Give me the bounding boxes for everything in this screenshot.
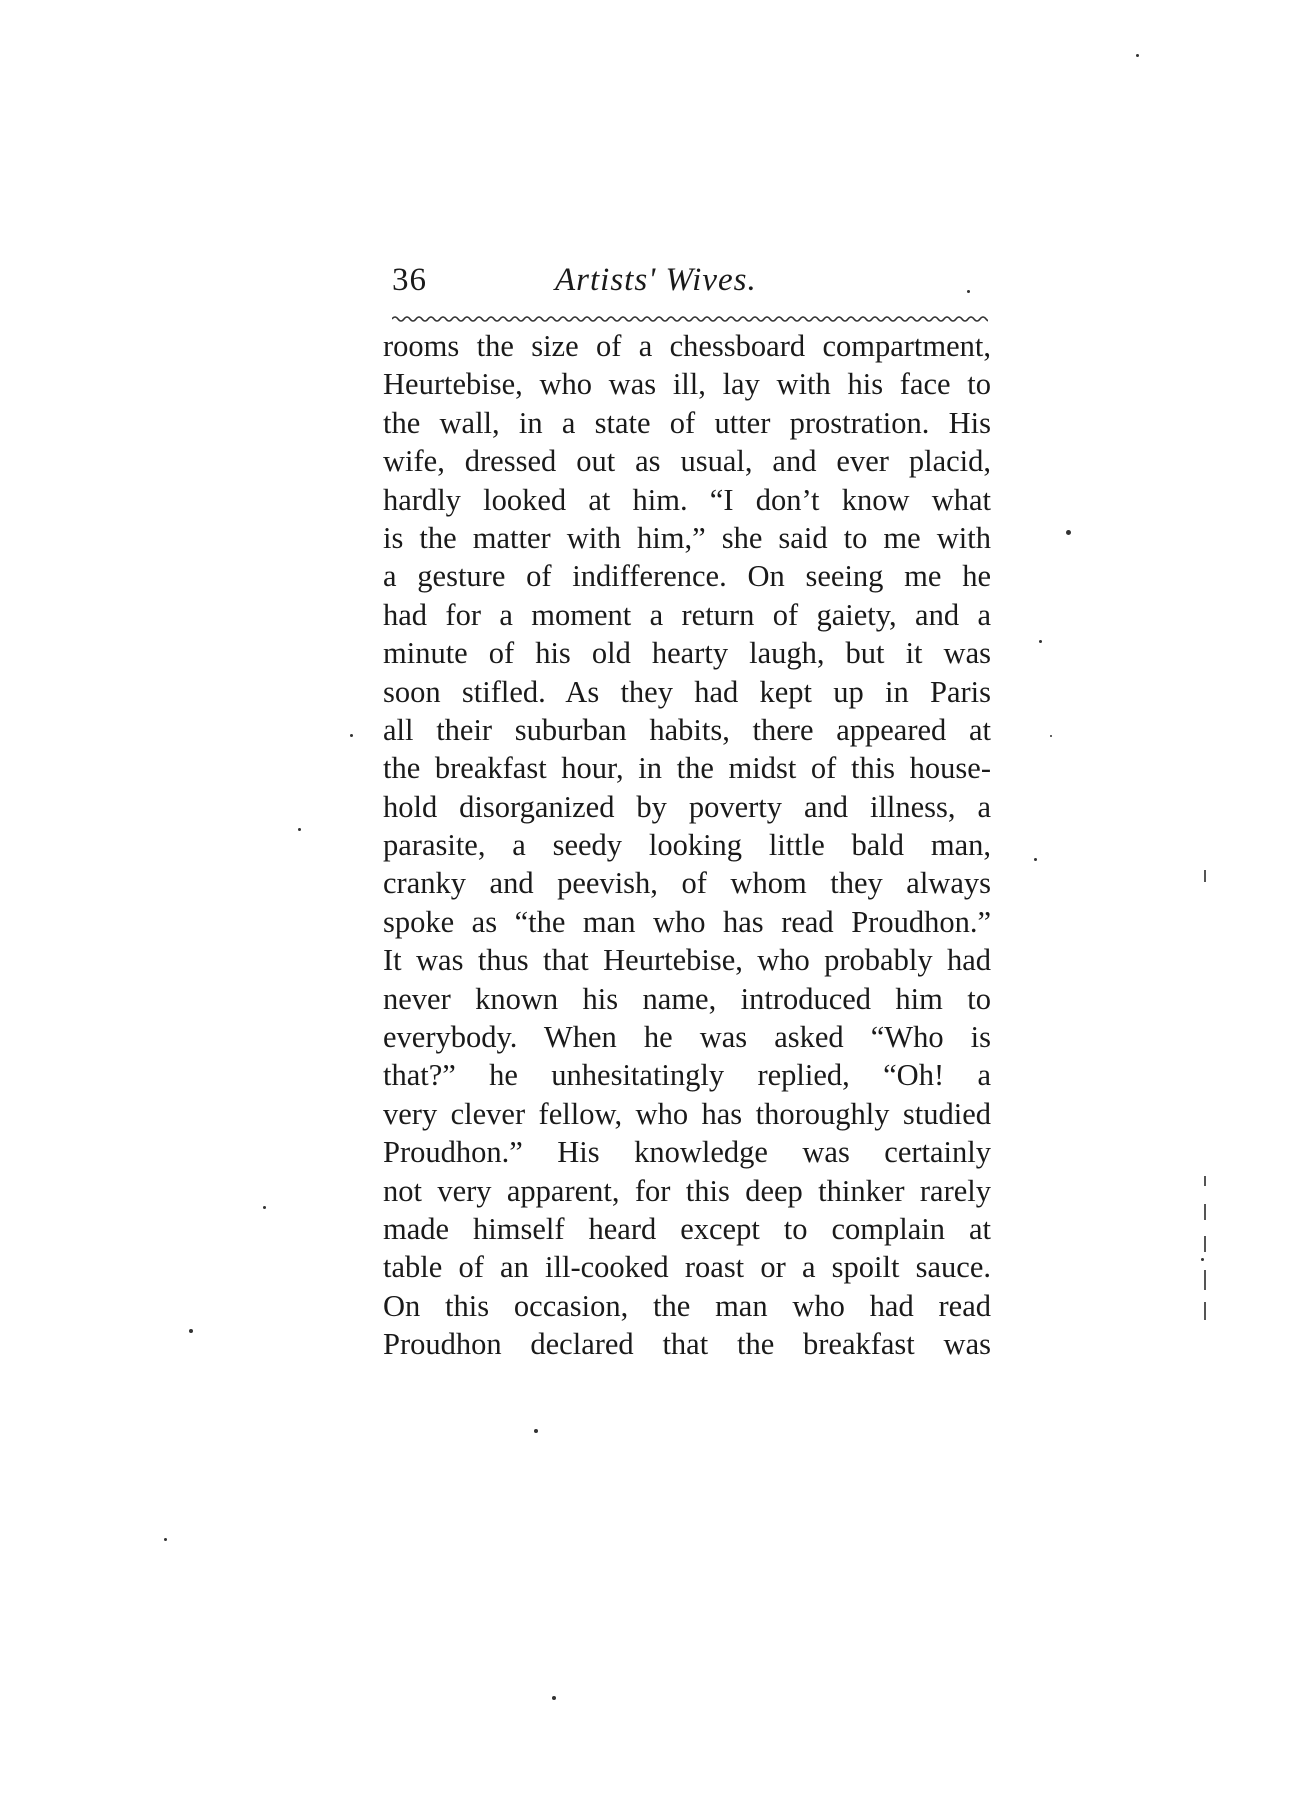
text-line: hold disorganized by poverty and illness, a (383, 789, 991, 824)
scan-speck (1066, 530, 1071, 535)
scan-speck (1050, 735, 1052, 737)
scan-margin-mark (1204, 1204, 1206, 1220)
text-line: the wall, in a state of utter prostration. His (383, 405, 991, 440)
wavy-rule (392, 315, 988, 323)
scan-speck (534, 1429, 538, 1433)
running-title: Artists' Wives. (555, 262, 757, 298)
scan-margin-mark (1204, 1302, 1206, 1320)
text-line: On this occasion, the man who had read (383, 1288, 991, 1323)
text-line: Proudhon.” His knowledge was certainly (383, 1135, 991, 1170)
scan-speck (164, 1538, 167, 1541)
text-line: spoke as “the man who has read Proudhon.” (383, 904, 991, 939)
text-line: parasite, a seedy looking little bald man, (383, 828, 991, 863)
text-line: cranky and peevish, of whom they always (383, 866, 991, 901)
text-line: wife, dressed out as usual, and ever placid, (383, 444, 991, 479)
text-line: soon stifled. As they had kept up in Paris (383, 674, 991, 709)
text-line: not very apparent, for this deep thinker rarely (383, 1173, 991, 1208)
wavy-rule-path (392, 317, 988, 321)
text-line: made himself heard except to complain at (383, 1211, 991, 1246)
text-line: all their suburban habits, there appeared at (383, 712, 991, 747)
running-header (392, 262, 992, 308)
body-text (383, 327, 991, 1364)
page-number: 36 (392, 262, 427, 298)
scan-speck (263, 1206, 266, 1209)
text-line: a gesture of indifference. On seeing me he (383, 559, 991, 594)
scan-speck (1034, 858, 1037, 861)
scan-speck (967, 290, 970, 293)
text-line: is the matter with him,” she said to me with (383, 520, 991, 555)
text-line: It was thus that Heurtebise, who probably had (383, 943, 991, 978)
text-line: everybody. When he was asked “Who is (383, 1020, 991, 1055)
text-line: Proudhon declared that the breakfast was (383, 1327, 991, 1362)
scan-margin-mark (1204, 1270, 1206, 1290)
scan-speck (1136, 54, 1139, 57)
text-line: rooms the size of a chessboard compartment, (383, 329, 991, 363)
scan-speck (552, 1696, 556, 1700)
scan-margin-mark (1204, 1236, 1206, 1252)
scan-speck (189, 1329, 193, 1333)
text-line: that?” he unhesitatingly replied, “Oh! a (383, 1058, 991, 1093)
text-line: minute of his old hearty laugh, but it was (383, 636, 991, 671)
scan-speck (1039, 640, 1042, 643)
text-line: Heurtebise, who was ill, lay with his face to (383, 367, 991, 402)
scan-margin-mark (1204, 870, 1206, 882)
text-line: had for a moment a return of gaiety, and a (383, 597, 991, 632)
scan-speck (350, 734, 353, 737)
scan-speck (298, 828, 301, 831)
text-line: very clever fellow, who has thoroughly studied (383, 1096, 991, 1131)
scan-speck (1201, 1258, 1204, 1261)
text-line: the breakfast hour, in the midst of this house- (383, 751, 991, 786)
text-line: table of an ill-cooked roast or a spoilt sauce. (383, 1250, 991, 1285)
text-line: never known his name, introduced him to (383, 981, 991, 1016)
scan-margin-mark (1204, 1176, 1206, 1186)
text-line: hardly looked at him. “I don’t know what (383, 482, 991, 517)
